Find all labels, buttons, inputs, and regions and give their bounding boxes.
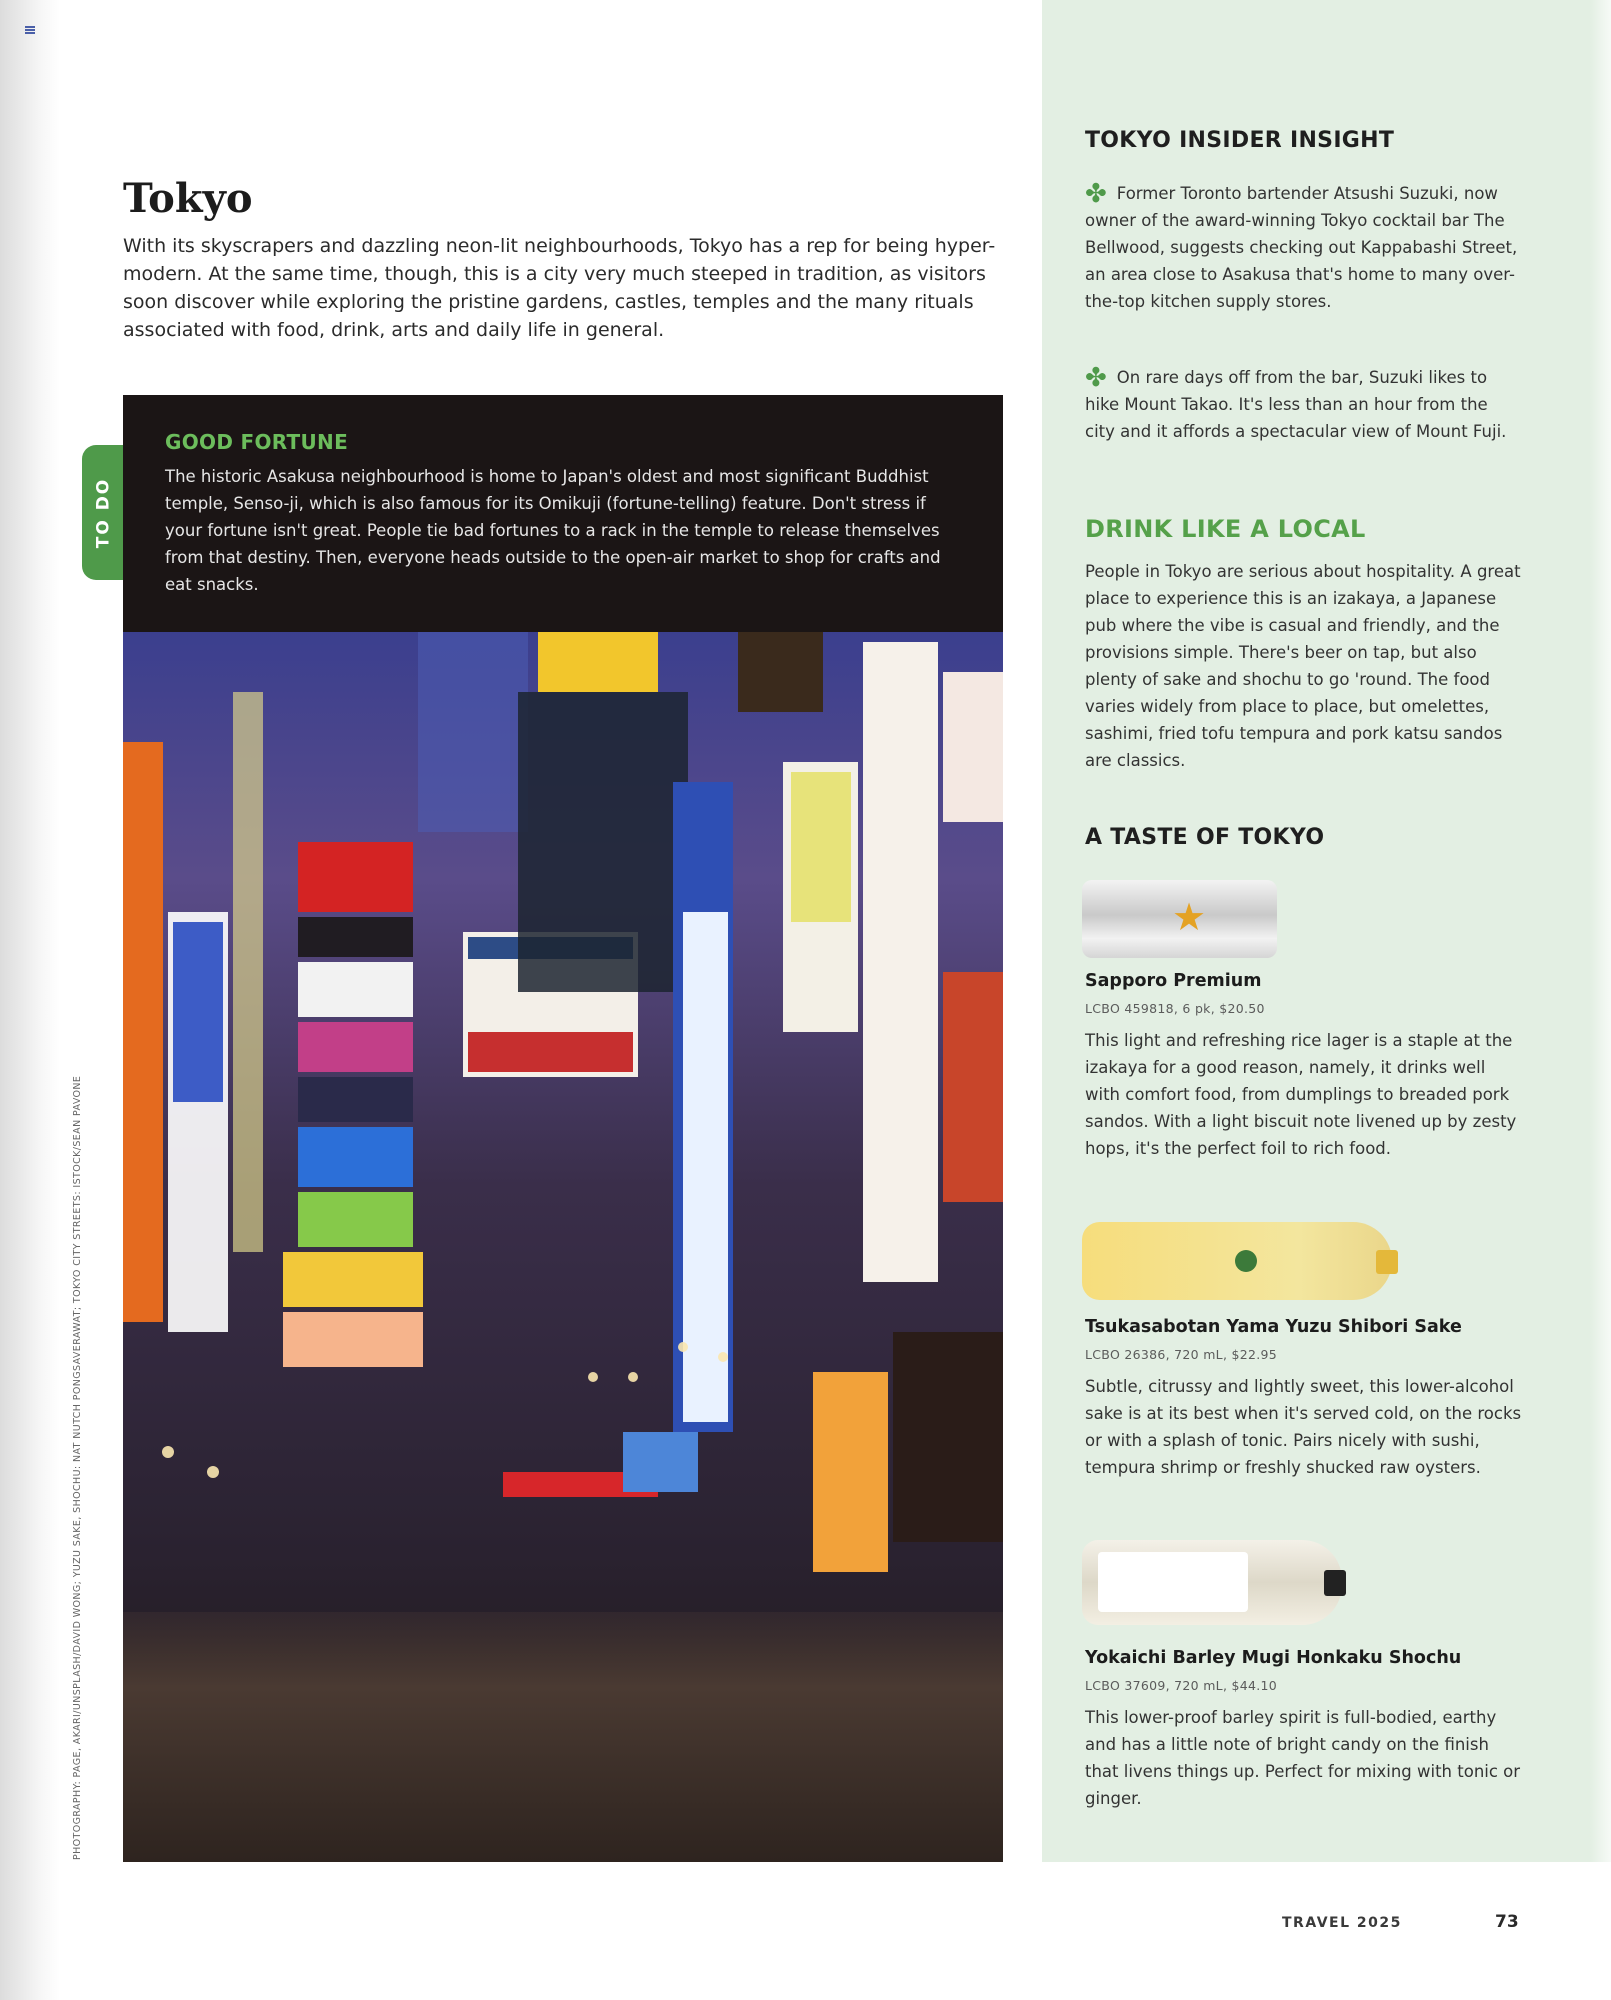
product-name: Yokaichi Barley Mugi Honkaku Shochu (1085, 1648, 1462, 1668)
insider-tip-2-text: On rare days off from the bar, Suzuki likes to hike Mount Takao. It's less than an hour from the city and it affords a spectacular view of Mount Fuji. (1085, 368, 1507, 441)
photo-crowd (123, 1612, 1003, 1862)
product-meta: LCBO 37609, 720 mL, $44.10 (1085, 1678, 1278, 1693)
yuzu-sake-bottle-image (1082, 1222, 1392, 1300)
page-gutter-shade (0, 0, 60, 2000)
bottle-cap (1324, 1570, 1346, 1596)
shochu-bottle-image (1082, 1540, 1342, 1625)
product-meta: LCBO 26386, 720 mL, $22.95 (1085, 1347, 1278, 1362)
menu-icon[interactable] (25, 26, 35, 34)
product-name: Tsukasabotan Yama Yuzu Shibori Sake (1085, 1317, 1462, 1337)
drink-local-body: People in Tokyo are serious about hospitality. A great place to experience this is an izakaya, a Japanese pub where the vibe is casual and friendly, and the provisions simple. There's beer on tap, but also plenty of sake and shochu to go 'round. The food varies widely from place to place, but omelettes, sashimi, fried tofu tempura and pork katsu sandos are classics. (1085, 562, 1521, 770)
bottle-cap (1376, 1250, 1398, 1274)
good-fortune-box (123, 395, 1003, 632)
drink-local-heading: DRINK LIKE A LOCAL (1085, 515, 1366, 543)
good-fortune-body: The historic Asakusa neighbourhood is home to Japan's oldest and most significant Buddhist temple, Senso-ji, which is also famous for its Omikuji (fortune-telling) feature. Don't stress if your fortune isn't great. People tie bad fortunes to a rack in the temple to release themselves from that destiny. Then, everyone heads outside to the open-air market to shop for crafts and eat snacks. (165, 467, 941, 594)
page-number: 73 (1495, 1912, 1519, 1932)
product-description: This lower-proof barley spirit is full-bodied, earthy and has a little note of bright candy on the finish that livens things up. Perfect for mixing with tonic or ginger. (1085, 1708, 1521, 1808)
insider-tip-1 (1085, 180, 1520, 315)
clover-icon: ✤ (1085, 179, 1107, 209)
product-description: This light and refreshing rice lager is a staple at the izakaya for a good reason, namely, it drinks well with comfort food, from dumplings to breaded pork sandos. With a light biscuit note livened up by zesty hops, it's the perfect foil to rich food. (1085, 1031, 1517, 1158)
bottle-label (1098, 1552, 1248, 1612)
product-name: Sapporo Premium (1085, 971, 1262, 991)
good-fortune-heading: GOOD FORTUNE (165, 430, 349, 454)
insider-heading: TOKYO INSIDER INSIGHT (1085, 128, 1395, 153)
product-meta: LCBO 459818, 6 pk, $20.50 (1085, 1001, 1265, 1016)
article-intro: With its skyscrapers and dazzling neon-lit neighbourhoods, Tokyo has a rep for being hyper-modern. At the same time, though, this is a city very much steeped in tradition, as visitors soon discover while exploring the pristine gardens, castles, temples and the many rituals associated with food, drink, arts and daily life in general. (123, 235, 996, 341)
star-icon: ★ (1172, 895, 1207, 939)
article-title: Tokyo (123, 175, 253, 222)
sapporo-can-image (1082, 880, 1277, 958)
tokyo-street-photo (123, 632, 1003, 1862)
clover-icon: ✤ (1085, 363, 1107, 393)
magazine-name: TRAVEL 2025 (1282, 1915, 1402, 1931)
sidebar-edge (1590, 0, 1611, 1862)
todo-tab-label: TO DO (93, 477, 113, 548)
photo-credit: PHOTOGRAPHY: PAGE, AKARI/UNSPLASH/DAVID WONG; YUZU SAKE, SHOCHU: NAT NUTCH PONGSAVERAWAT; TOKYO CITY STREETS: ISTOCK/SEAN PAVONE (72, 1075, 83, 1860)
insider-tip-1-text: Former Toronto bartender Atsushi Suzuki, now owner of the award-winning Tokyo cocktail bar The Bellwood, suggests checking out Kappabashi Street, an area close to Asakusa that's home to many over-the-top kitchen supply stores. (1085, 184, 1518, 311)
insider-tip-2 (1085, 364, 1520, 445)
product-description: Subtle, citrussy and lightly sweet, this lower-alcohol sake is at its best when it's served cold, on the rocks or with a splash of tonic. Pairs nicely with sushi, tempura shrimp or freshly shucked raw oysters. (1085, 1377, 1522, 1477)
todo-tab (82, 445, 124, 580)
bottle-label-dot (1235, 1250, 1257, 1272)
taste-heading: A TASTE OF TOKYO (1085, 825, 1325, 850)
